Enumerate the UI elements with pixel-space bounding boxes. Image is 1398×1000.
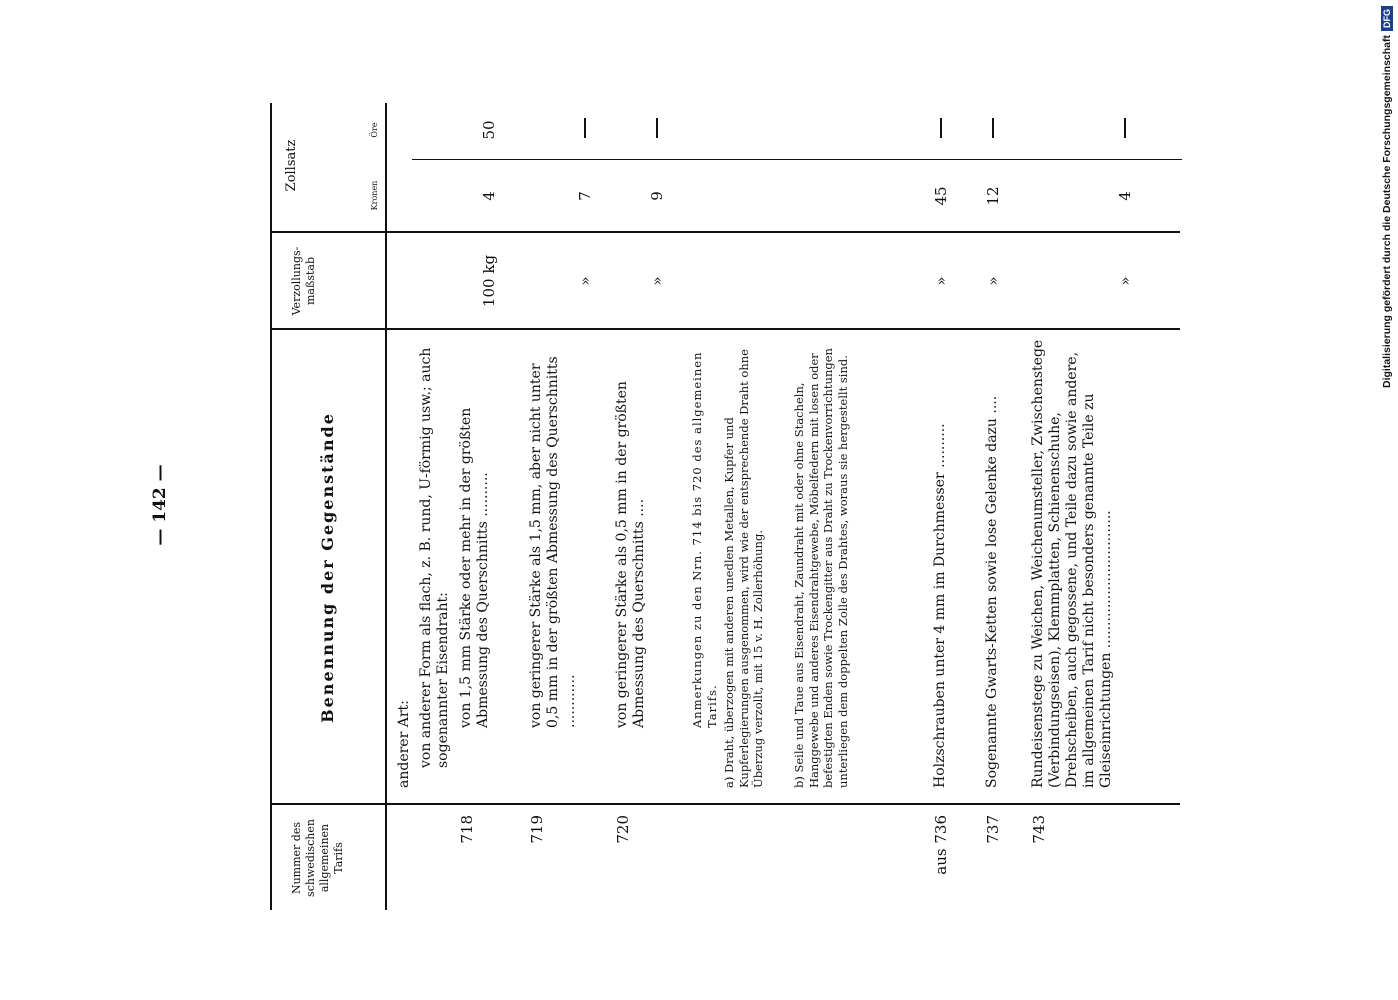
column-rule-measure [270, 232, 1180, 234]
column-rule-kronen [412, 159, 1182, 160]
text-718: von 1,5 mm Stärke oder mehr in der größten Abmessung des Querschnitts .......... [458, 407, 491, 728]
page-number: — 142 — [150, 464, 170, 546]
header-measure: Verzollungs- maßstab [290, 246, 317, 316]
tariff-number-737: 737 [984, 815, 1002, 844]
oere-736-dash [940, 118, 942, 138]
text-720: von geringerer Stärke als 0,5 mm in der größten Abmessung des Querschnitts .... [614, 381, 647, 728]
note-a: a) Draht, überzogen mit anderen unedlen Metallen, Kupfer und Kupferlegierungen ausgenommen, wird wie der entsprechende Draht ohne Überzug verzollt, mit 15 v. H. Zollerhöhung. [722, 349, 765, 788]
credit-text: Digitalisierung gefördert durch die Deutsche Forschungsgemeinschaft [1381, 35, 1393, 388]
tariff-number-719: 719 [528, 815, 546, 844]
oere-719-dash [584, 118, 586, 138]
digitization-credit [1376, 6, 1398, 996]
measure-718: 100 kg [480, 254, 498, 308]
kronen-718: 4 [480, 191, 498, 201]
kronen-736: 45 [932, 186, 950, 206]
text-743: Rundeisenstege zu Weichen, Weichenumsteller, Zwischenstege (Verbindungseisen), Klemmplatten, Schienenschuhe, Drehscheiben, auch gegossene, und Teile dazu sowie andere, im allgemeinen Tarif nicht besonders genannte Teile zu Gleiseinrichtungen ............................... [1030, 339, 1114, 788]
notes-heading: Anmerkungen zu den Nrn. 714 bis 720 des allgemeinen Tarifs. [690, 351, 719, 728]
measure-719: » [576, 276, 594, 286]
kronen-737: 12 [984, 186, 1002, 206]
kronen-719: 7 [576, 191, 594, 201]
header-description: Benennung der Gegenstände [318, 412, 337, 723]
header-bottom-rule [385, 103, 387, 910]
oere-718: 50 [480, 120, 498, 140]
kronen-720: 9 [648, 191, 666, 201]
tariff-number-718: 718 [458, 815, 476, 844]
text-736: Holzschrauben unter 4 mm im Durchmesser .......... [932, 423, 948, 788]
text-andere-form: von anderer Form als flach, z. B. rund, U-förmig usw.; auch sogenannter Eisendraht: [418, 347, 451, 768]
measure-736: » [932, 276, 950, 286]
measure-743: » [1116, 276, 1134, 286]
tariff-number-720: 720 [614, 815, 632, 844]
oere-720-dash [656, 118, 658, 138]
text-737: Sogenannte Gwarts-Ketten sowie lose Gelenke dazu .... [984, 395, 1000, 788]
table-top-rule [270, 103, 272, 910]
measure-737: » [984, 276, 1002, 286]
header-tariff-rate: Zollsatz [284, 139, 299, 192]
column-rule-description [270, 329, 1180, 331]
oere-737-dash [992, 118, 994, 138]
tariff-number-736: aus 736 [932, 815, 950, 875]
text-anderer-art: anderer Art: [396, 700, 412, 788]
header-kronen: Kronen [370, 180, 379, 211]
header-number: Nummer des schwedischen allgemeinen Tarifs [290, 819, 345, 897]
note-b: b) Seile und Taue aus Eisendraht, Zaundraht mit oder ohne Stacheln, Hanggewebe und anderes Eisendrahtgewebe, Möbelfedern mit losen oder befestigten Enden sowie Trockengitter aus Draht zu Trockenvorrichtungen unterliegen dem doppelten Zolle des Drahtes, woraus sie hergestellt sind. [792, 348, 850, 788]
tariff-number-743: 743 [1030, 815, 1048, 844]
oere-743-dash [1124, 118, 1126, 138]
kronen-743: 4 [1116, 191, 1134, 201]
header-oere: Öre [370, 122, 379, 138]
column-rule-number [270, 804, 1180, 806]
text-719: von geringerer Stärke als 1,5 mm, aber nicht unter 0,5 mm in der größten Abmessung des Querschnitts ............ [528, 356, 578, 728]
measure-720: » [648, 276, 666, 286]
dfg-logo: DFG [1381, 6, 1393, 31]
